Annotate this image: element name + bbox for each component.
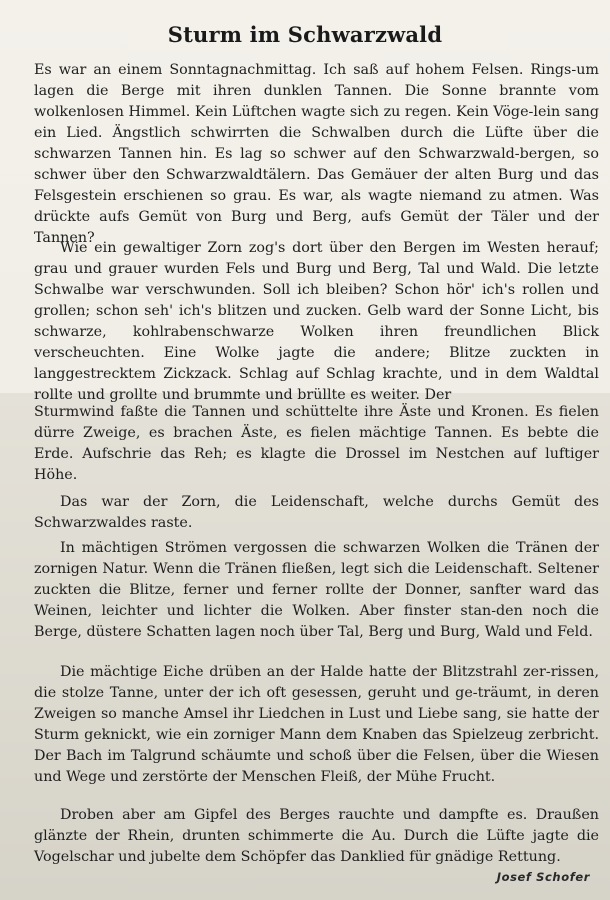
paragraph-3: Sturmwind faßte die Tannen und schüttelte ihre Äste und Kronen. Es fielen dürre Zweige, es brachen Äste, es fielen mächtige Tannen. Es bebte die Erde. Aufschrie das Reh; es klagte die Drossel im Nestchen auf luftiger Höhe. (34, 404, 599, 483)
paragraph-1: Es war an einem Sonntagnachmittag. Ich saß auf hohem Felsen. Rings-um lagen die Berge mit ihren dunklen Tannen. Die Sonne brannte vom wolkenlosen Himmel. Kein Lüftchen wagte sich zu regen. Kein Vöge-lein sang ein Lied. Ängstlich schwirrten die Schwalben durch die Lüfte über die schwarzen Tannen hin. Es lag so schwer auf den Schwarzwald-bergen, so schwer über den Schwarzwaldtälern. Das Gemäuer der alten Burg und das Felsgestein erschienen so grau. Es war, als wagte niemand zu atmen. Was drückte aufs Gemüt von Burg und Berg, aufs Gemüt der Täler und der Tannen? (34, 62, 599, 246)
author-signature: Josef Schofer (496, 870, 590, 884)
paragraph-2: Wie ein gewaltiger Zorn zog's dort über den Bergen im Westen herauf; grau und grauer wurden Fels und Burg und Berg, Tal und Wald. Die letzte Schwalbe war verschwunden. Soll ich bleiben? Schon hör' ich's rollen und grollen; schon seh' ich's blitzen und zucken. Gelb ward der Sonne Licht, bis schwarze, kohlrabenschwarze Wolken ihren freundlichen Blick verscheuchten. Eine Wolke jagte die andere; Blitze zuckten in langgestrecktem Zickzack. Schlag auf Schlag krachte, und in dem Waldtal rollte und grollte und brummte und brüllte es weiter. Der (34, 240, 599, 403)
paragraph-4: Das war der Zorn, die Leidenschaft, welche durchs Gemüt des Schwarzwaldes raste. (34, 494, 599, 531)
paragraph-5: In mächtigen Strömen vergossen die schwarzen Wolken die Tränen der zornigen Natur. Wenn die Tränen fließen, legt sich die Leidenschaft. Seltener zuckten die Blitze, ferner und ferner rollte der Donner, sanfter ward das Weinen, leichter und lichter die Wolken. Aber finster stan-den noch die Berge, düstere Schatten lagen noch über Tal, Berg und Burg, Wald und Feld. (34, 540, 599, 640)
paragraph-6: Die mächtige Eiche drüben an der Halde hatte der Blitzstrahl zer-rissen, die stolze Tanne, unter der ich oft gesessen, geruht und ge-träumt, in deren Zweigen so manche Amsel ihr Liedchen in Lust und Liebe sang, sie hatte der Sturm geknickt, wie ein zorniger Mann dem Knaben das Spielzeug zerbricht. Der Bach im Talgrund schäumte und schoß über die Felsen, über die Wiesen und Wege und zerstörte der Menschen Fleiß, der Mühe Frucht. (34, 664, 599, 785)
paragraph-7: Droben aber am Gipfel des Berges rauchte und dampfte es. Draußen glänzte der Rhein, drunten schimmerte die Au. Durch die Lüfte jagte die Vogelschar und jubelte dem Schöpfer das Danklied für gnädige Rettung. (34, 807, 599, 865)
page-title: Sturm im Schwarzwald (167, 22, 443, 47)
